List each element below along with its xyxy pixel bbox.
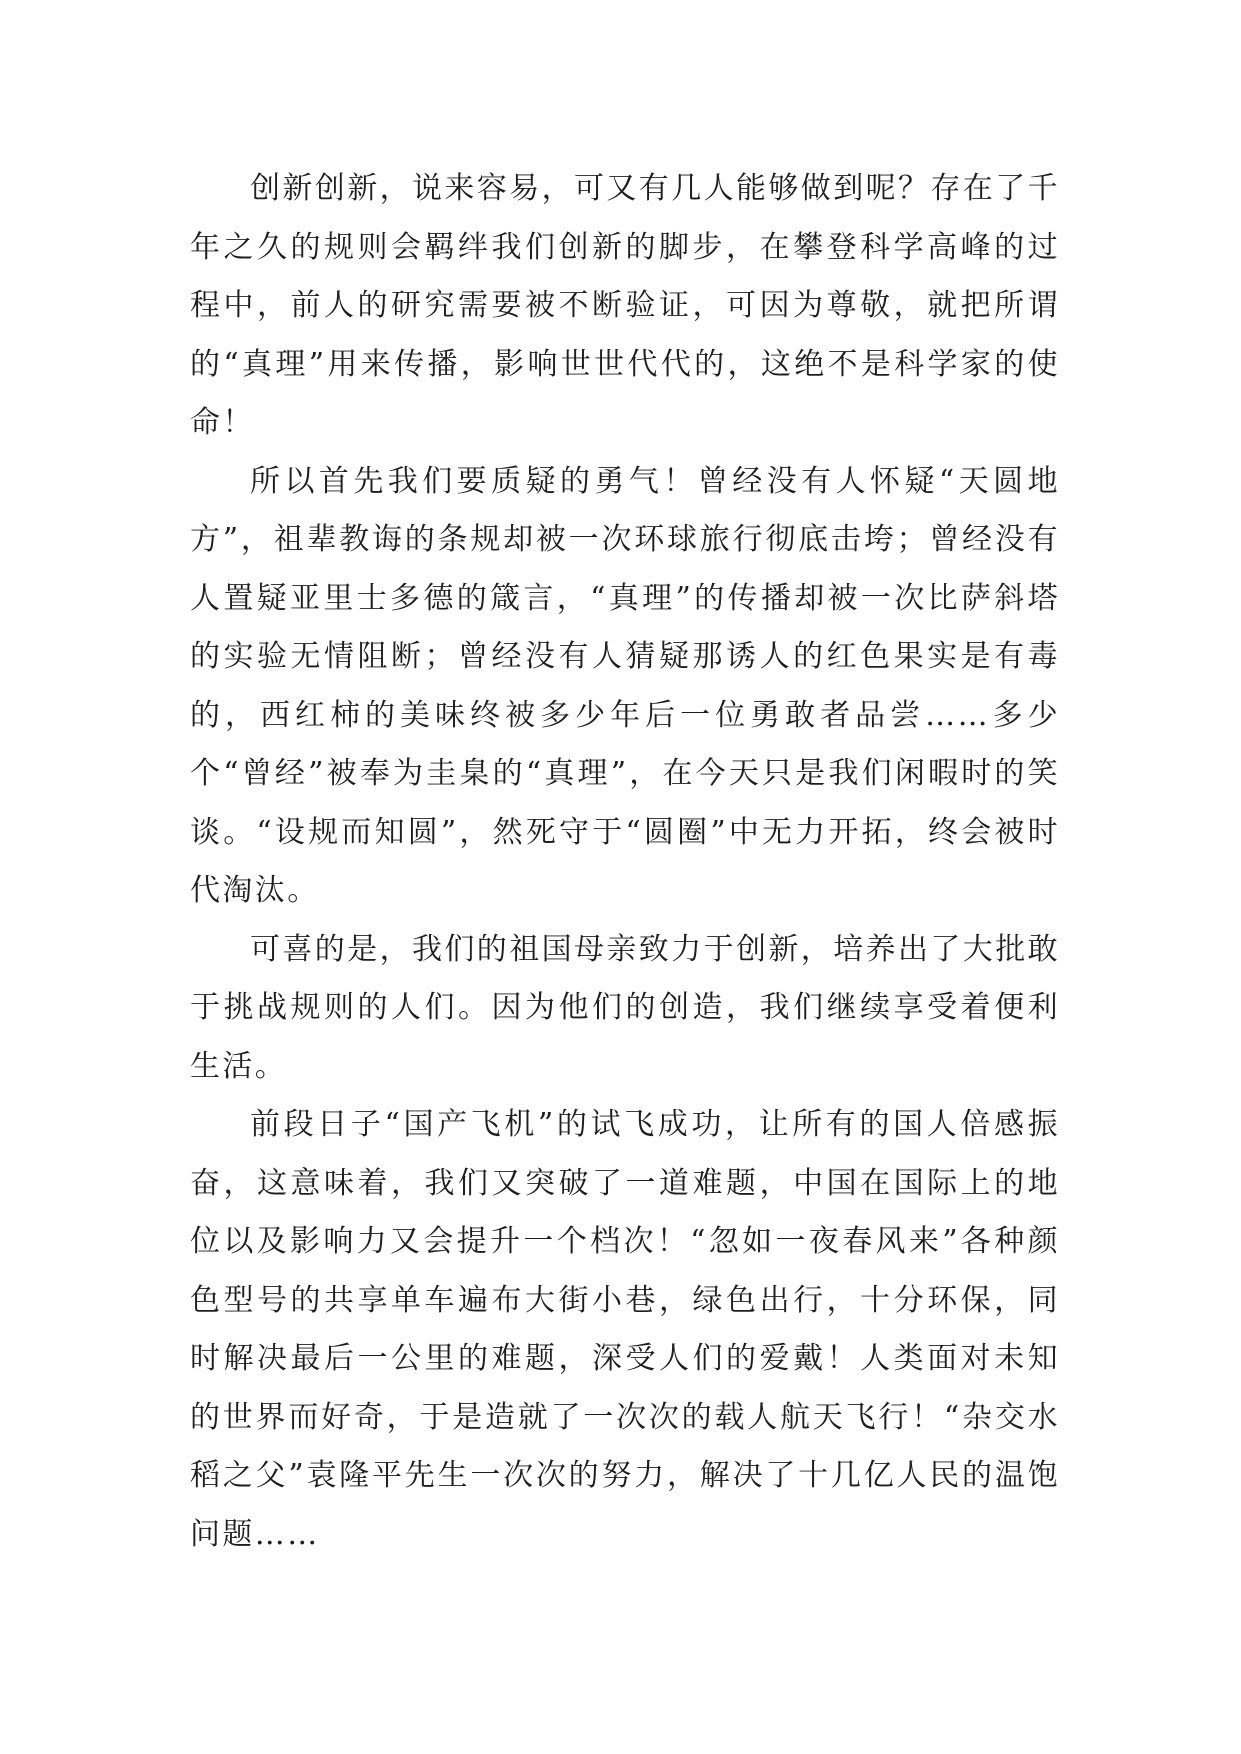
paragraph-3: 可喜的是，我们的祖国母亲致力于创新，培养出了大批敢于挑战规则的人们。因为他们的创造，我们继续享受着便利生活。 bbox=[190, 931, 1060, 1084]
paragraph-2: 所以首先我们要质疑的勇气！曾经没有人怀疑“天圆地方”，祖辈教诲的条规却被一次环球旅行彻底击垮；曾经没有人置疑亚里士多德的箴言，“真理”的传播却被一次比萨斜塔的实验无情阻断；曾经没有人猜疑那诱人的红色果实是有毒的，西红柿的美味终被多少年后一位勇敢者品尝……多少个“曾经”被奉为圭臬的“真理”，在今天只是我们闲暇时的笑谈。“设规而知圆”，然死守于“圆圈”中无力开拓，终会被时代淘汰。 bbox=[190, 463, 1060, 908]
document-body bbox=[190, 160, 1060, 1564]
paragraph-1: 创新创新，说来容易，可又有几人能够做到呢？存在了千年之久的规则会羁绊我们创新的脚步，在攀登科学高峰的过程中，前人的研究需要被不断验证，可因为尊敬，就把所谓的“真理”用来传播，影响世世代代的，这绝不是科学家的使命！ bbox=[190, 171, 1060, 440]
paragraph-4: 前段日子“国产飞机”的试飞成功，让所有的国人倍感振奋，这意味着，我们又突破了一道难题，中国在国际上的地位以及影响力又会提升一个档次！“忽如一夜春风来”各种颜色型号的共享单车遍布大街小巷，绿色出行，十分环保，同时解决最后一公里的难题，深受人们的爱戴！人类面对未知的世界而好奇，于是造就了一次次的载人航天飞行！“杂交水稻之父”袁隆平先生一次次的努力，解决了十几亿人民的温饱问题…… bbox=[190, 1107, 1060, 1552]
